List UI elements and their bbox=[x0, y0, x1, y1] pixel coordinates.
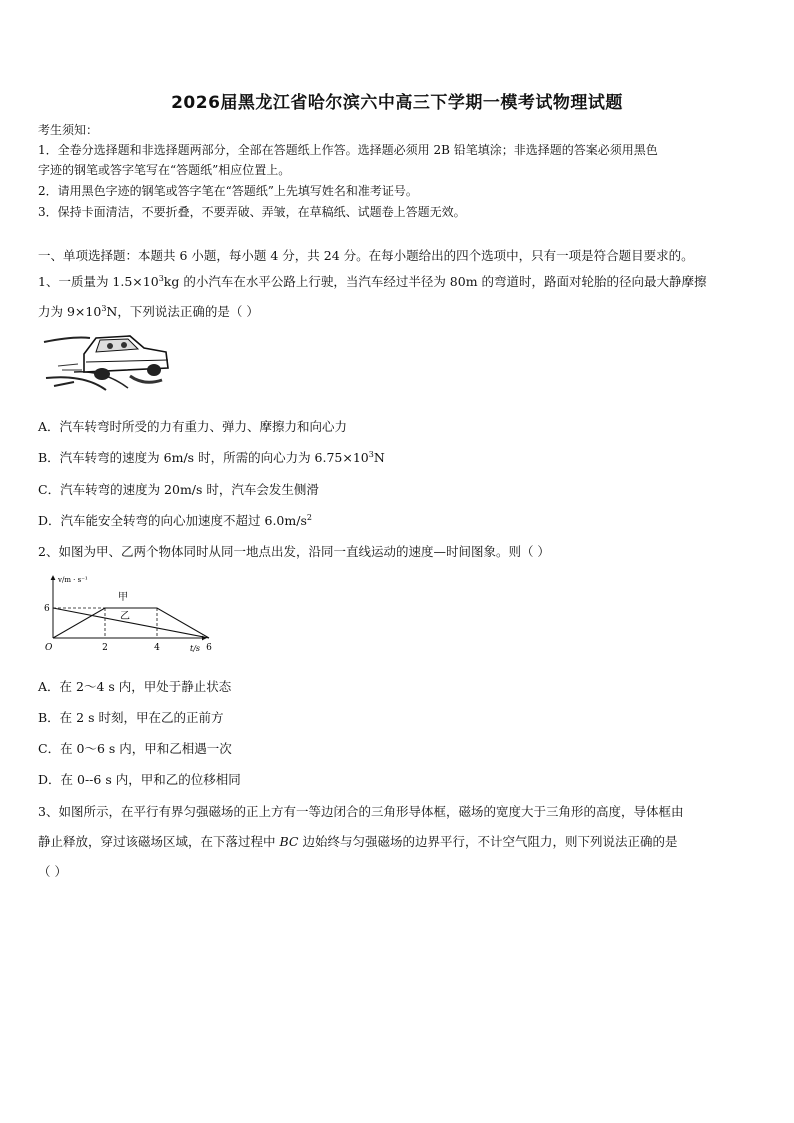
q2-option-a: A．在 2～4 s 内，甲处于静止状态 bbox=[38, 679, 232, 694]
q2-option-c: C．在 0～6 s 内，甲和乙相遇一次 bbox=[38, 741, 232, 756]
section-heading: 一、单项选择题：本题共 6 小题，每小题 4 分，共 24 分。在每小题给出的四个选项中，只有一项是符合题目要求的。 bbox=[38, 248, 694, 263]
y-axis-label: v/m · s⁻¹ bbox=[58, 576, 88, 584]
notice-heading: 考生须知： bbox=[38, 123, 99, 137]
x-tick-label: 4 bbox=[154, 643, 160, 653]
y-tick-label: 6 bbox=[44, 604, 50, 614]
q1-stem-line2: 力为 $9\times 10^3N$，下列说法正确的是（ ） bbox=[38, 303, 259, 319]
q2-option-b: B．在 2 s 时刻，甲在乙的正前方 bbox=[38, 710, 224, 725]
x-tick-label: 6 bbox=[206, 643, 212, 653]
page-title: 2026届黑龙江省哈尔滨六中高三下学期一模考试物理试题 bbox=[171, 93, 623, 113]
q3-stem-line1: 3、如图所示，在平行有界匀强磁场的正上方有一等边闭合的三角形导体框，磁场的宽度大于三角形的高度，导体框由 bbox=[38, 804, 684, 819]
q1-option-a: A．汽车转弯时所受的力有重力、弹力、摩擦力和向心力 bbox=[38, 419, 348, 434]
q3-stem-line3: （ ） bbox=[38, 864, 67, 879]
q2-option-d: D．在 0--6 s 内，甲和乙的位移相同 bbox=[38, 772, 241, 787]
origin-label: O bbox=[45, 643, 53, 653]
q3-stem-line2: 静止释放，穿过该磁场区域，在下落过程中 BC 边始终与匀强磁场的边界平行，不计空气阻力，则下列说法正确的是 bbox=[38, 834, 678, 849]
notice-item: 1．全卷分选择题和非选择题两部分，全部在答题纸上作答。选择题必须用 2B 铅笔填涂；非选择题的答案必须用黑色 bbox=[38, 143, 658, 157]
q1-option-b: B．汽车转弯的速度为 6m/s 时，所需的向心力为 $6.75\times 10^3N$ bbox=[38, 449, 385, 465]
q2-stem: 2、如图为甲、乙两个物体同时从同一地点出发，沿同一直线运动的速度—时间图象。则（ ） bbox=[38, 544, 550, 559]
notice-item: 3．保持卡面清洁，不要折叠，不要弄破、弄皱，在草稿纸、试题卷上答题无效。 bbox=[38, 205, 466, 219]
notice-item: 字迹的钢笔或答字笔写在“答题纸”相应位置上。 bbox=[38, 163, 291, 177]
vt-graph bbox=[40, 572, 210, 656]
car-illustration bbox=[44, 330, 172, 396]
x-axis-label: t/s bbox=[190, 644, 201, 653]
series-jia-label: 甲 bbox=[118, 592, 128, 603]
q1-option-c: C．汽车转弯的速度为 20m/s 时，汽车会发生侧滑 bbox=[38, 482, 319, 497]
series-yi-line bbox=[53, 608, 209, 638]
q1-option-d: D．汽车能安全转弯的向心加速度不超过 $6.0m/s^2$ bbox=[38, 512, 312, 528]
q1-stem-line1: 1、一质量为 $1.5\times 10^3kg$ 的小汽车在水平公路上行驶，当汽车经过半径为 80m 的弯道时，路面对轮胎的径向最大静摩擦 bbox=[38, 273, 707, 289]
series-yi-label: 乙 bbox=[120, 611, 130, 622]
notice-item: 2．请用黑色字迹的钢笔或答字笔在“答题纸”上先填写姓名和准考证号。 bbox=[38, 184, 418, 198]
x-tick-label: 2 bbox=[102, 643, 108, 653]
